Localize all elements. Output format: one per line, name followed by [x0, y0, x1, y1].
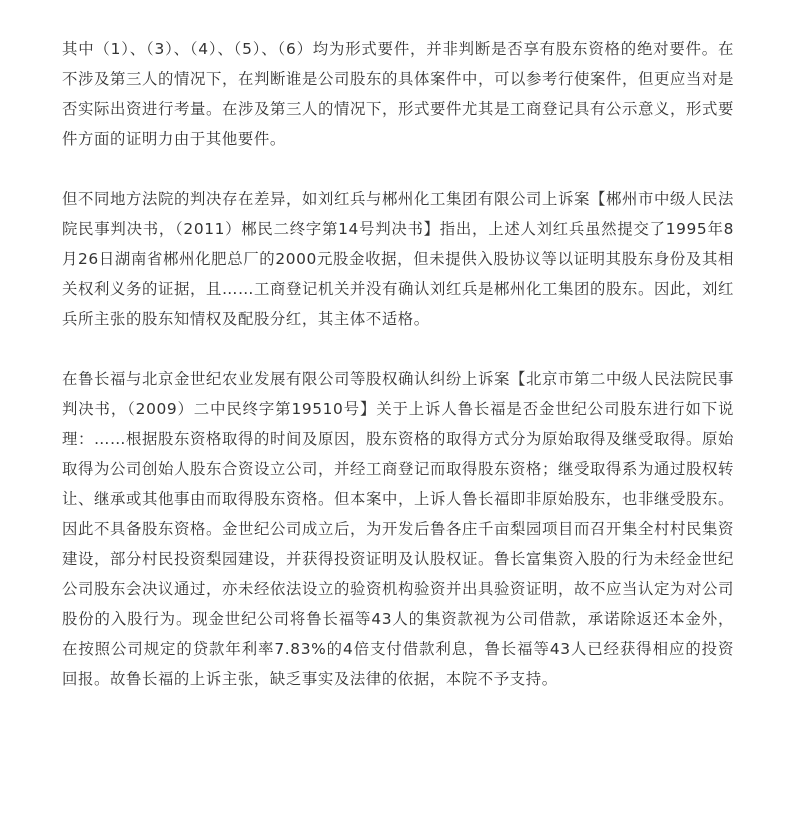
paragraph-liu-hongbing-case: 但不同地方法院的判决存在差异，如刘红兵与郴州化工集团有限公司上诉案【郴州市中级人民法院民事判决书，（2011）郴民二终字第14号判决书】指出，上述人刘红兵虽然提交了1995年8月26日湖南省郴州化肥总厂的2000元股金收据，但未提供入股协议等以证明其股东身份及其相关权利义务的证据，且……工商登记机关并没有确认刘红兵是郴州化工集团的股东。因此，刘红兵所主张的股东知情权及配股分红，其主体不适格。: [62, 190, 734, 328]
paragraph-formal-requirements: 其中（1）、（3）、（4）、（5）、（6）均为形式要件，并非判断是否享有股东资格的绝对要件。在不涉及第三人的情况下，在判断谁是公司股东的具体案件中，可以参考行使案件，但更应当对是否实际出资进行考量。在涉及第三人的情况下，形式要件尤其是工商登记具有公示意义，形式要件方面的证明力由于其他要件。: [62, 40, 734, 148]
paragraph-lu-changfu-case: 在鲁长福与北京金世纪农业发展有限公司等股权确认纠纷上诉案【北京市第二中级人民法院民事判决书，（2009）二中民终字第19510号】关于上诉人鲁长福是否金世纪公司股东进行如下说理：……根据股东资格取得的时间及原因，股东资格的取得方式分为原始取得及继受取得。原始取得为公司创始人股东合资设立公司，并经工商登记而取得股东资格；继受取得系为通过股权转让、继承或其他事由而取得股东资格。但本案中，上诉人鲁长福即非原始股东，也非继受股东。因此不具备股东资格。金世纪公司成立后，为开发后鲁各庄千亩梨园项目而召开集全村村民集资建设，部分村民投资梨园建设，并获得投资证明及认股权证。鲁长富集资入股的行为未经金世纪公司股东会决议通过，亦未经依法设立的验资机构验资并出具验资证明，故不应当认定为对公司股份的入股行为。现金世纪公司将鲁长福等43人的集资款视为公司借款，承诺除返还本金外，在按照公司规定的贷款年利率7.83%的4倍支付借款利息，鲁长福等43人已经获得相应的投资回报。故鲁长福的上诉主张，缺乏事实及法律的依据，本院不予支持。: [62, 370, 734, 688]
article-body: [62, 34, 734, 694]
